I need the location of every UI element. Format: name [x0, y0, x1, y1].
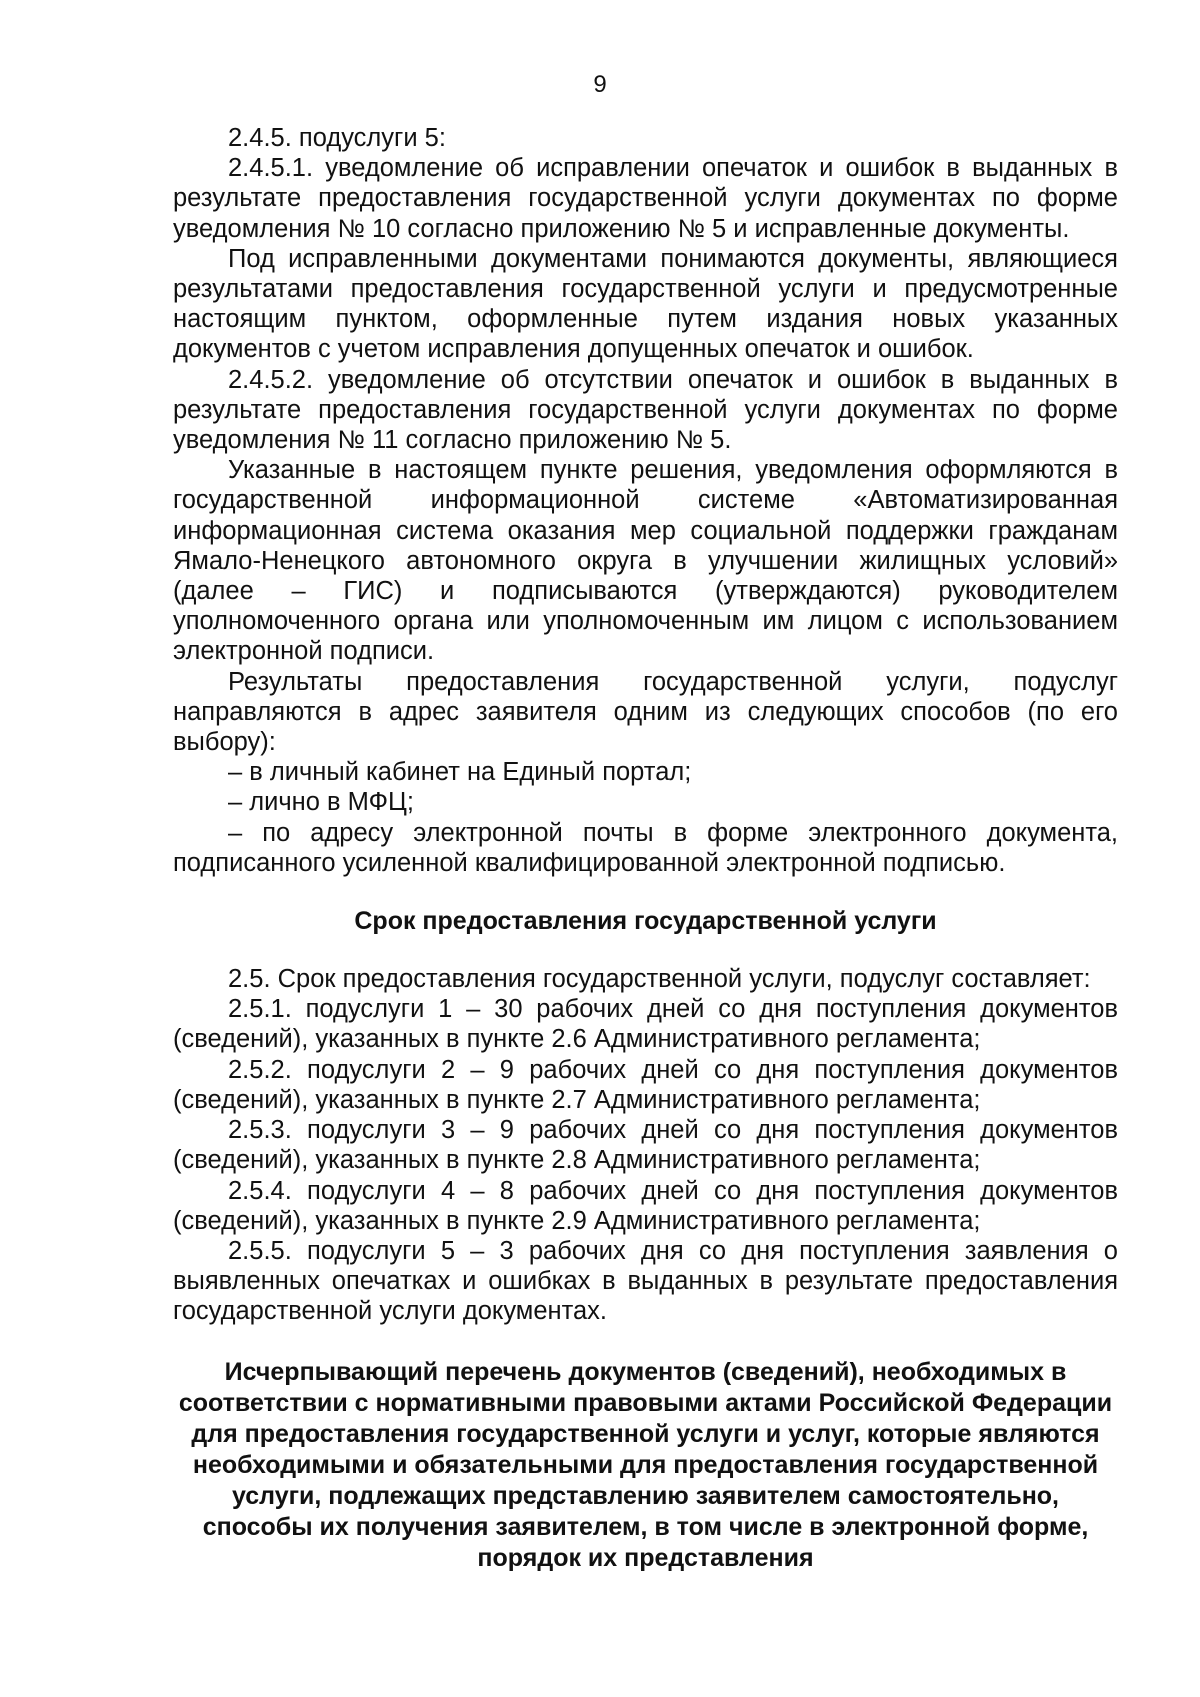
list-item-email: – по адресу электронной почты в форме электронного документа, подписанного усиленной квалифицированной электронной подписью. [173, 818, 1118, 877]
section-heading-term: Срок предоставления государственной услуги [354, 907, 937, 936]
paragraph-2-4-5: 2.4.5. подуслуги 5: [228, 124, 446, 152]
paragraph-2-4-5-2: 2.4.5.2. уведомление об отсутствии опечаток и ошибок в выданных в результате предоставления государственной услуги документах по форме уведомления № 11 согласно приложению № 5. [173, 365, 1118, 455]
paragraph-2-5: 2.5. Срок предоставления государственной услуги, подуслуг составляет: [228, 965, 1091, 994]
paragraph-gis-decisions: Указанные в настоящем пункте решения, уведомления оформляются в государственной информационной системе «Автоматизированная информационная система оказания мер социальной поддержки гражданам Ямало-Ненецкого автономного округа в улучшении жилищных условий» (далее – ГИС) и подписываются (утверждаются) руководителем уполномоченного органа или уполномоченным им лицом с использованием электронной подписи. [173, 456, 1118, 666]
page-number: 9 [593, 71, 607, 98]
paragraph-2-4-5-1: 2.4.5.1. уведомление об исправлении опечаток и ошибок в выданных в результате предоставления государственной услуги документах по форме уведомления № 10 согласно приложению № 5 и исправленные документы. [173, 154, 1118, 243]
section-heading-documents-list: Исчерпывающий перечень документов (сведений), необходимых в соответствии с нормативными правовыми актами Российской Федерации для предоставления государственной услуги и услуг, которые являются необходимыми и обязательными для предоставления государственной услуги, подлежащих представлению заявителем самостоятельно, способы их получения заявителем, в том числе в электронной форме, порядок их представления [178, 1357, 1113, 1572]
paragraph-2-5-3: 2.5.3. подуслуги 3 – 9 рабочих дней со дня поступления документов (сведений), указанных в пункте 2.8 Административного регламента; [173, 1116, 1118, 1175]
paragraph-corrected-documents: Под исправленными документами понимаются документы, являющиеся результатами предоставления государственной услуги и предусмотренные настоящим пунктом, оформленные путем издания новых указанных документов с учетом исправления допущенных опечаток и ошибок. [173, 244, 1118, 364]
list-item-mfc: – лично в МФЦ; [228, 788, 414, 817]
list-item-personal-cabinet: – в личный кабинет на Единый портал; [228, 758, 692, 787]
paragraph-2-5-1: 2.5.1. подуслуги 1 – 30 рабочих дней со дня поступления документов (сведений), указанных в пункте 2.6 Административного регламента; [173, 995, 1118, 1054]
paragraph-2-5-2: 2.5.2. подуслуги 2 – 9 рабочих дней со дня поступления документов (сведений), указанных в пункте 2.7 Административного регламента; [173, 1055, 1118, 1114]
document-body [173, 123, 1118, 1574]
paragraph-2-5-5: 2.5.5. подуслуги 5 – 3 рабочих дня со дня поступления заявления о выявленных опечатках и ошибках в выданных в результате предоставления государственной услуги документах. [173, 1236, 1118, 1326]
paragraph-2-5-4: 2.5.4. подуслуги 4 – 8 рабочих дней со дня поступления документов (сведений), указанных в пункте 2.9 Административного регламента; [173, 1176, 1118, 1235]
paragraph-result-delivery: Результаты предоставления государственной услуги, подуслуг направляются в адрес заявителя одним из следующих способов (по его выбору): [173, 667, 1118, 757]
